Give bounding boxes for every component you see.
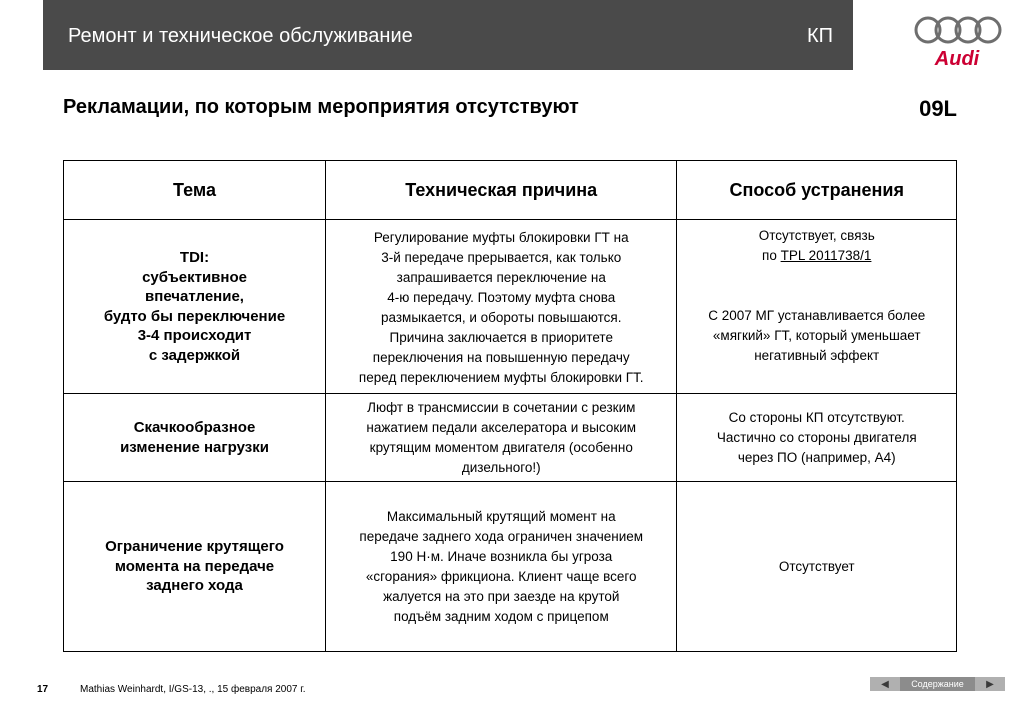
table-row	[64, 482, 957, 652]
navigation-bar	[870, 677, 1005, 691]
contents-button[interactable]: Содержание	[900, 677, 975, 691]
reason-line: 4-ю передачу. Поэтому муфта снова	[387, 290, 616, 305]
topic-line: субъективное	[142, 268, 247, 286]
topic-line: будто бы переключение	[103, 307, 286, 325]
reason-line: нажатием педали акселератора и высоким	[366, 419, 637, 435]
topic-line: впечатление,	[145, 288, 244, 305]
reason-line: Максимальный крутящий момент на	[386, 508, 616, 524]
topic-line: TDI:	[179, 249, 210, 266]
column-header-reason: Техническая причина	[326, 161, 677, 220]
reason-line: размыкается, и обороты повышаются.	[380, 310, 622, 325]
fix-cell	[677, 394, 957, 482]
topic-line: изменение нагрузки	[120, 438, 269, 456]
page-number: 17	[37, 684, 49, 695]
reason-line: передаче заднего хода ограничен значением	[359, 528, 644, 544]
reason-line: Регулирование муфты блокировки ГТ на	[373, 230, 629, 245]
fix-cell	[677, 220, 957, 394]
reason-line: крутящим моментом двигателя (особенно	[369, 439, 633, 455]
audi-logo-text: Audi	[934, 48, 980, 70]
fix-line: Отсутствует	[778, 558, 855, 574]
reason-cell	[326, 220, 677, 394]
page-code: 09L	[919, 96, 957, 121]
fix-line	[683, 246, 950, 266]
reason-line: 190 Н·м. Иначе возникла бы угроза	[390, 548, 613, 564]
header-bar	[43, 0, 853, 70]
page-title: Рекламации, по которым мероприятия отсутствуют	[63, 96, 579, 118]
fix-link-prefix: по	[762, 248, 781, 263]
topic-line: Ограничение крутящего	[105, 538, 284, 556]
header-title: Ремонт и техническое обслуживание	[68, 25, 413, 47]
reason-cell	[326, 394, 677, 482]
reason-line: перед переключением муфты блокировки ГТ.	[358, 370, 644, 385]
fix-line: С 2007 МГ устанавливается более	[708, 308, 926, 323]
arrow-left-icon[interactable]: ◀	[881, 678, 889, 690]
fix-gap	[683, 266, 950, 306]
reason-line: «сгорания» фрикциона. Клиент чаще всего	[365, 568, 637, 584]
topic-line: Скачкообразное	[133, 419, 256, 436]
column-header-fix: Способ устранения	[677, 161, 957, 220]
reason-line: подъём задним ходом с прицепом	[393, 608, 609, 624]
tpl-link[interactable]: TPL 2011738/1	[780, 248, 872, 263]
fix-line: негативный эффект	[754, 348, 880, 363]
reason-line: дизельного!)	[461, 459, 541, 475]
arrow-right-icon[interactable]: ▶	[986, 678, 994, 690]
table-row	[64, 220, 957, 394]
header-code: КП	[806, 25, 833, 47]
fix-line: «мягкий» ГТ, который уменьшает	[712, 328, 921, 343]
reason-cell	[326, 482, 677, 652]
footer-text: Mathias Weinhardt, I/GS-13, ., 15 февраля 2007 г.	[80, 684, 306, 695]
fix-line: Со стороны КП отсутствуют.	[728, 409, 905, 425]
topic-cell	[64, 394, 326, 482]
reason-line: жалуется на это при заезде на крутой	[383, 588, 620, 604]
reason-line: 3-й передаче прерывается, как только	[381, 250, 622, 265]
topic-cell	[64, 482, 326, 652]
fix-line: через ПО (например, А4)	[737, 449, 896, 465]
topic-line: заднего хода	[146, 577, 243, 595]
reason-line: Причина заключается в приоритете	[389, 330, 613, 345]
reason-line: переключения на повышенную передачу	[372, 350, 630, 365]
topic-line: 3-4 происходит	[137, 327, 252, 344]
table-row	[64, 394, 957, 482]
fix-line: Отсутствует, связь	[758, 228, 875, 243]
reason-line: Люфт в трансмиссии в сочетании с резким	[367, 399, 636, 415]
column-header-topic: Тема	[64, 161, 326, 220]
topic-line: момента на передаче	[114, 557, 275, 575]
complaints-table	[63, 160, 957, 652]
fix-cell	[677, 482, 957, 652]
table-header-row	[64, 161, 957, 220]
fix-line: Частично со стороны двигателя	[716, 429, 917, 445]
reason-line: запрашивается переключение на	[396, 270, 606, 285]
topic-line: с задержкой	[148, 346, 241, 364]
topic-cell	[64, 220, 326, 394]
